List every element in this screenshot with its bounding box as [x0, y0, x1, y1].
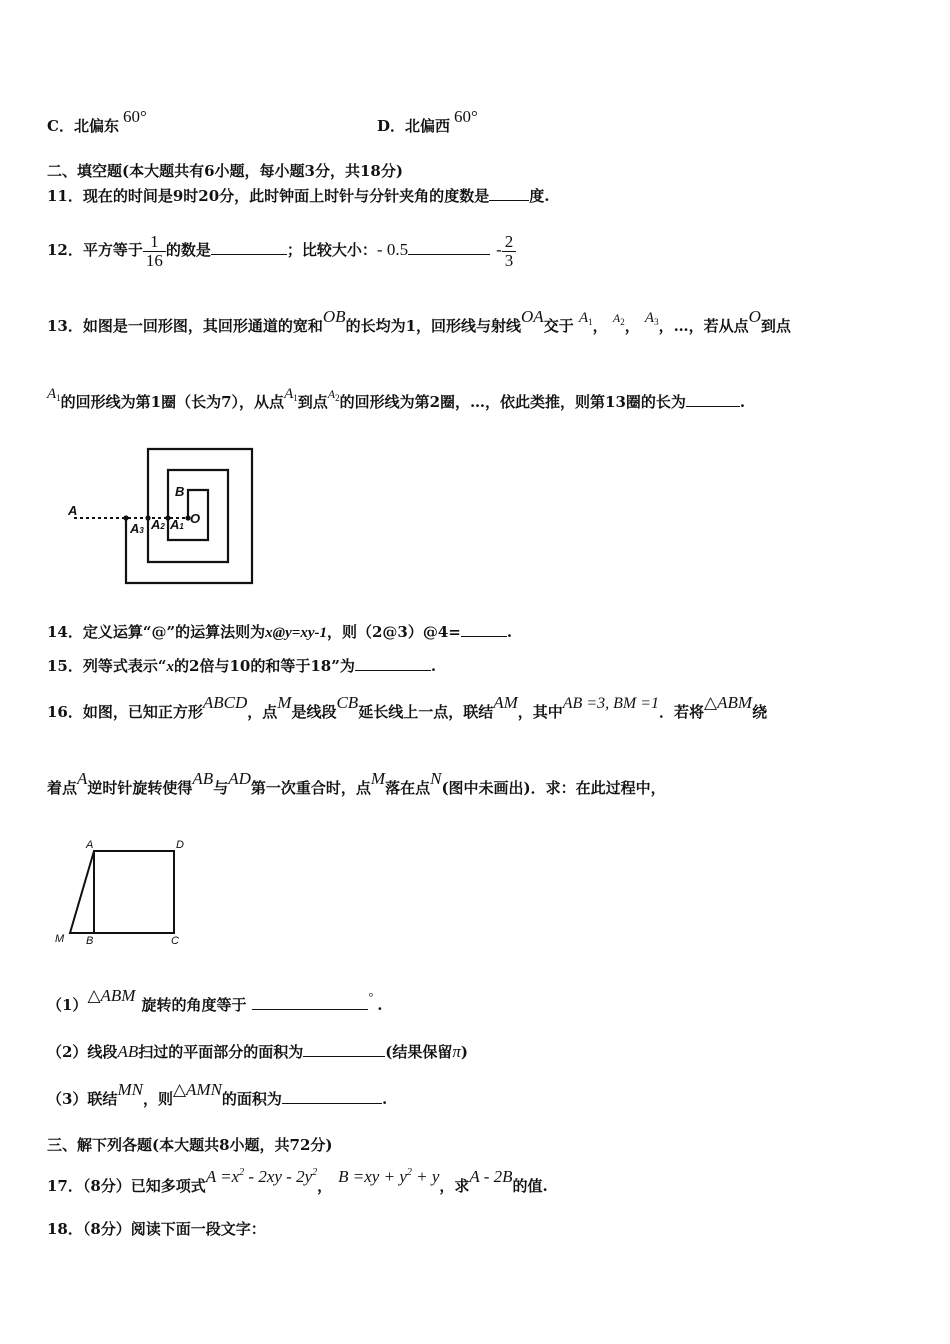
q15-tail: 的2倍与10的和等于18”为 — [174, 657, 355, 675]
sub3-mid: ，则 — [142, 1090, 173, 1108]
q14-text: 14．定义运算“@”的运算法则为 — [47, 623, 266, 641]
point-a2 — [145, 515, 150, 520]
option-d — [377, 107, 478, 136]
q13-text-h: 的回形线为第2圈，…，依此类推，则第13圈的长为 — [339, 393, 686, 411]
q17-expression: A - 2B — [469, 1167, 513, 1186]
q13-text-a: 13．如图是一回形图，其回形通道的宽和 — [47, 317, 323, 335]
q17-text: 17．（8分）已知多项式 — [47, 1177, 206, 1195]
q16-point-a: A — [77, 769, 88, 788]
q17-sep: ， — [317, 1177, 333, 1195]
q12-value: - 0.5 — [376, 240, 409, 259]
q13-line2-a1b: $A_1$ — [284, 386, 298, 403]
sub3-blank[interactable] — [282, 1089, 382, 1104]
q12-fraction-2-3 — [502, 233, 517, 270]
q16-text-e: ，其中 — [517, 703, 563, 721]
sub1-text: 旋转的角度等于 — [141, 996, 247, 1014]
q13-a1: $A_1$ — [578, 310, 593, 327]
q15-x: x — [166, 659, 175, 675]
sub-question-2 — [47, 1042, 468, 1062]
q16-cb: CB — [336, 693, 359, 712]
q17-end: 的值. — [512, 1177, 548, 1195]
q15-blank[interactable] — [355, 656, 431, 671]
sub1-end: . — [377, 996, 383, 1014]
question-15 — [47, 656, 436, 677]
sub2-note: (结果保留 — [385, 1043, 453, 1061]
spiral-figure — [60, 440, 260, 590]
sub-question-3 — [47, 1080, 388, 1109]
q12-frac1-den: 16 — [145, 250, 163, 270]
q14-tail: ，则（2@3）@4= — [326, 623, 461, 641]
q13-o: O — [748, 307, 761, 326]
sub1-degree: ° — [368, 990, 374, 1004]
q12-frac2-den: 3 — [504, 250, 514, 270]
q11-text: 11．现在的时间是9时20分，此时钟面上时针与分针夹角的度数是 — [47, 187, 490, 205]
q11-blank[interactable] — [489, 186, 529, 201]
label-b: B — [175, 484, 185, 499]
label-o: O — [190, 511, 201, 526]
sub1-triangle: △ABM — [87, 986, 136, 1005]
q12-mid: 的数是 — [165, 241, 211, 259]
option-c — [47, 107, 147, 136]
q12-mid2: ；比较大小： — [286, 241, 377, 259]
q16-text-f: ．若将 — [659, 703, 705, 721]
q13-a3: $A_3$ — [644, 310, 659, 327]
sub-question-1 — [47, 986, 383, 1016]
q12-blank-2[interactable] — [408, 240, 490, 255]
q16-ad: AD — [228, 769, 251, 788]
q16-ab: AB — [192, 769, 214, 788]
label-a: A — [68, 503, 78, 518]
q16-text-c: 是线段 — [291, 703, 337, 721]
question-18: 18．（8分）阅读下面一段文字： — [47, 1220, 266, 1238]
q16-tail: (图中未画出)．求：在此过程中， — [441, 779, 666, 797]
question-13-line-2 — [47, 386, 746, 417]
label-a: A — [86, 839, 94, 851]
question-16-line-2 — [47, 769, 666, 798]
q17-poly-a: $A =x^2 - 2xy - 2y^2$ — [205, 1167, 318, 1186]
q12-blank-1[interactable] — [211, 240, 287, 255]
q16-condition: AB =3, BM =1 — [562, 695, 660, 712]
q16-text-j: 与 — [213, 779, 229, 797]
q12-fraction-1-16 — [143, 233, 166, 270]
label-d: D — [176, 839, 184, 851]
sub3-text: 的面积为 — [221, 1090, 282, 1108]
question-16-line-1 — [47, 693, 768, 723]
q13-end: . — [739, 393, 746, 411]
sub3-end: . — [381, 1090, 388, 1108]
question-14 — [47, 622, 512, 643]
q16-text-g: 绕 — [752, 703, 768, 721]
q13-text-f: 的回形线为第1圈（长为7），从点 — [60, 393, 285, 411]
question-13-line-1: 13．如图是一回形图，其回形通道的宽和OB的长均为1，回形线与射线OA交于 $A_1$， $^{A_2}$， $A_3$，…，若从点O到点 — [47, 307, 791, 335]
option-c-angle: 60° — [122, 107, 147, 126]
q16-abcd: ABCD — [202, 693, 248, 712]
q16-triangle-abm: △ABM — [704, 693, 753, 712]
q16-text-i: 逆时针旋转使得 — [87, 779, 193, 797]
q13-text-g: 到点 — [297, 393, 328, 411]
label-m: M — [55, 933, 65, 945]
label-b: B — [86, 935, 94, 947]
q12-prefix: 12．平方等于 — [47, 241, 143, 259]
q16-text-a: 16．如图，已知正方形 — [47, 703, 203, 721]
square-abcd — [94, 851, 174, 933]
q16-text-l: 落在点 — [385, 779, 431, 797]
question-17 — [47, 1167, 548, 1196]
q13-line2-a1: $A_1$ — [47, 386, 61, 403]
q16-point-m: M — [370, 769, 386, 788]
sub3-triangle: △AMN — [172, 1080, 222, 1099]
sub2-close: ) — [460, 1043, 468, 1061]
option-c-label: C．北偏东 — [47, 117, 119, 135]
sub1-label: （1） — [47, 996, 88, 1014]
q11-unit: 度. — [529, 187, 550, 205]
sub1-blank[interactable] — [252, 995, 368, 1010]
q16-m: M — [277, 693, 292, 712]
sub2-text: 扫过的平面部分的面积为 — [138, 1043, 304, 1061]
q16-point-n: N — [430, 769, 442, 788]
sub3-label: （3）联结 — [47, 1090, 118, 1108]
label-a3: A3 — [130, 521, 144, 536]
q13-blank[interactable] — [686, 392, 740, 407]
q13-text-c: 交于 — [543, 317, 574, 335]
q14-blank[interactable] — [461, 622, 507, 637]
q12-neg-sign: - — [496, 240, 502, 259]
q13-text-b: 的长均为1，回形线与射线 — [345, 317, 522, 335]
q15-end: . — [430, 657, 437, 675]
q13-text-d: ，…，若从点 — [658, 317, 749, 335]
option-d-label: D．北偏西 — [377, 117, 451, 135]
point-a3 — [123, 515, 128, 520]
q15-text: 15．列等式表示“ — [47, 657, 167, 675]
q13-a2: A2 — [612, 311, 625, 327]
q13-oa: OA — [521, 307, 544, 326]
sub3-mn: MN — [117, 1080, 143, 1099]
sub2-blank[interactable] — [303, 1042, 385, 1057]
q14-rule: x@y=xy-1 — [265, 625, 327, 641]
q14-end: . — [506, 623, 513, 641]
triangle-abm — [70, 851, 94, 933]
q16-text-h: 着点 — [47, 779, 78, 797]
q12-frac2-num: 2 — [502, 233, 517, 252]
section-3-title: 三、解下列各题(本大题共8小题，共72分) — [47, 1136, 333, 1154]
q16-text-k: 第一次重合时，点 — [250, 779, 371, 797]
q13-text-e: 到点 — [760, 317, 791, 335]
q17-tail: ，求 — [439, 1177, 470, 1195]
square-figure — [50, 836, 200, 951]
q17-poly-b: $B =xy + y^2 + y$ — [338, 1167, 440, 1186]
q16-text-b: ，点 — [247, 703, 278, 721]
q16-text-d: 延长线上一点，联结 — [358, 703, 494, 721]
q13-ob: OB — [322, 307, 346, 326]
sub2-pi: π — [452, 1042, 461, 1061]
section-2-title: 二、填空题(本大题共有6小题，每小题3分，共18分) — [47, 162, 403, 180]
q16-am: AM — [493, 693, 518, 712]
question-11 — [47, 186, 549, 206]
label-a2: A2 — [151, 517, 165, 532]
sub2-ab: AB — [117, 1042, 139, 1061]
option-d-angle: 60° — [454, 107, 478, 126]
q13-line2-a2: A2 — [327, 387, 340, 403]
sub2-label: （2）线段 — [47, 1043, 118, 1061]
question-12 — [47, 230, 516, 270]
label-a1: A1 — [170, 517, 184, 532]
q12-frac1-num: 1 — [143, 233, 166, 252]
label-c: C — [171, 935, 179, 947]
